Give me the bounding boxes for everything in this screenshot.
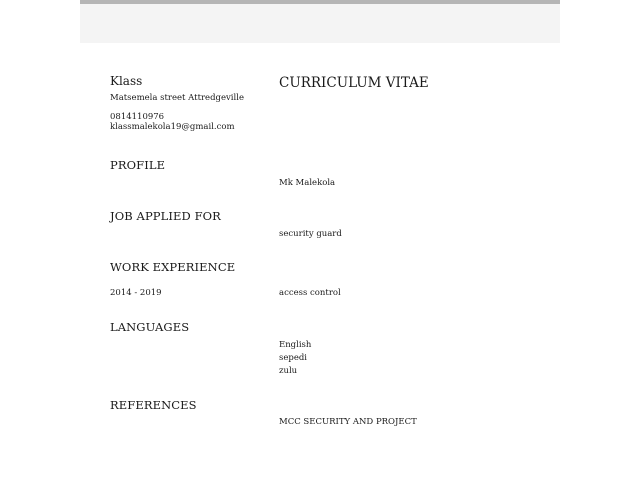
languages-heading: LANGUAGES xyxy=(110,320,190,334)
document-title: CURRICULUM VITAE xyxy=(279,75,429,91)
experience-heading: WORK EXPERIENCE xyxy=(110,260,236,274)
email-address: klassmalekola19@gmail.com xyxy=(110,122,235,132)
experience-role: access control xyxy=(279,288,341,298)
phone-number: 0814110976 xyxy=(110,112,165,122)
profile-heading: PROFILE xyxy=(110,158,166,172)
profile-value: Mk Malekola xyxy=(279,178,336,188)
language-item: sepedi xyxy=(279,353,308,363)
job-value: security guard xyxy=(279,229,342,239)
language-item: zulu xyxy=(279,366,298,376)
experience-period: 2014 - 2019 xyxy=(110,288,162,298)
references-value: MCC SECURITY AND PROJECT xyxy=(279,417,417,427)
references-heading: REFERENCES xyxy=(110,398,197,412)
job-heading: JOB APPLIED FOR xyxy=(110,209,221,223)
applicant-name: Klass xyxy=(110,74,143,88)
language-item: English xyxy=(279,340,312,350)
address: Matsemela street Attredgeville xyxy=(110,93,244,103)
